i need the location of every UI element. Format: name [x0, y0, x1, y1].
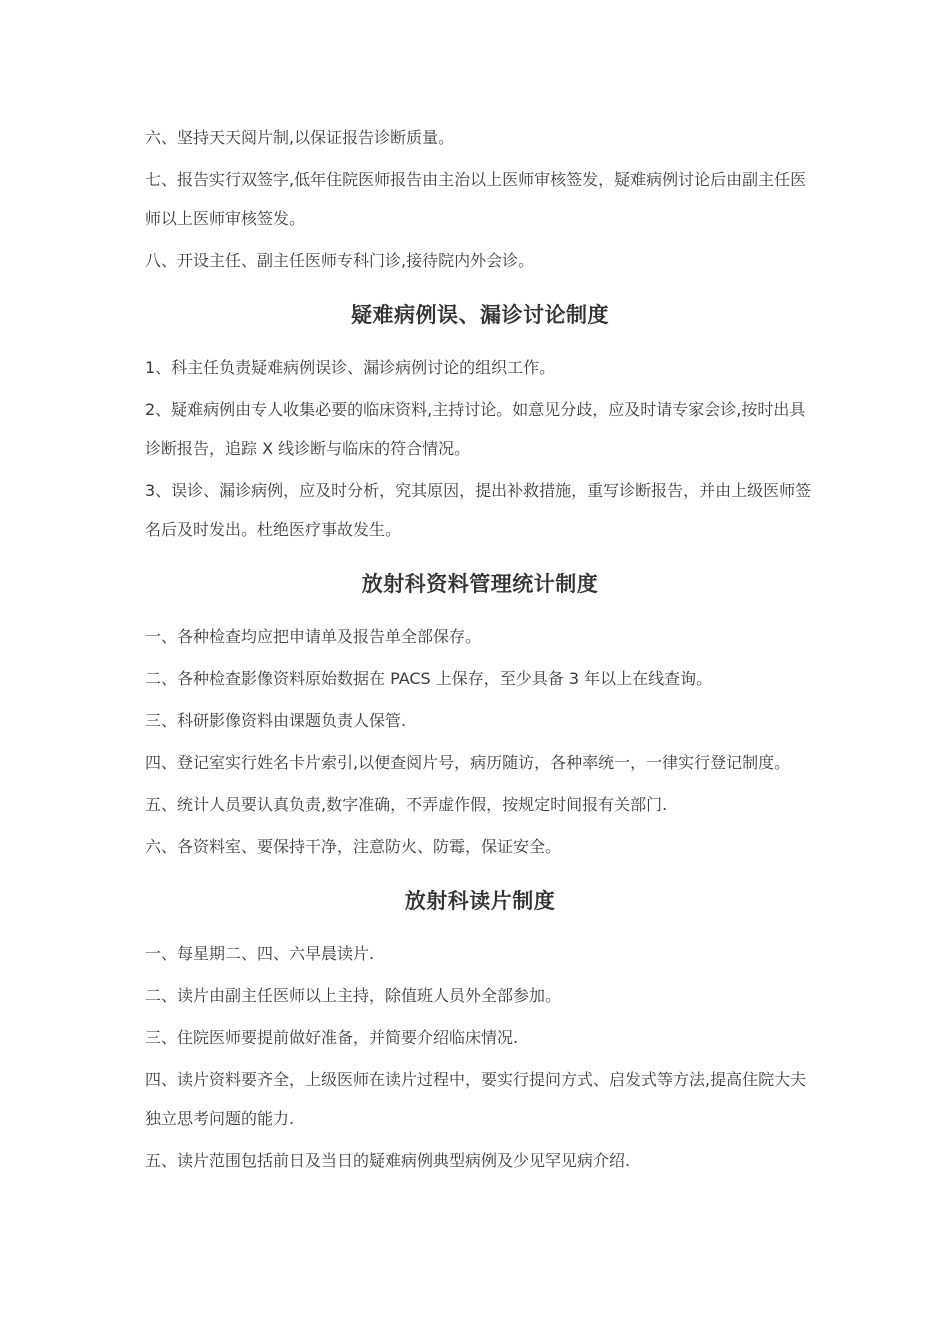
paragraph: 3、误诊、漏诊病例，应及时分析，究其原因，提出补救措施，重写诊断报告，并由上级医师签名后及时发出。杜绝医疗事故发生。: [145, 481, 812, 539]
paragraph: 1、科主任负责疑难病例误诊、漏诊病例讨论的组织工作。: [145, 358, 556, 377]
paragraph: 二、各种检查影像资料原始数据在 PACS 上保存，至少具备 3 年以上在线查询。: [145, 669, 713, 688]
paragraph: 五、读片范围包括前日及当日的疑难病例典型病例及少见罕见病介绍.: [145, 1151, 631, 1170]
section-difficult-case-discussion: [145, 300, 815, 549]
section-title: 放射科资料管理统计制度: [361, 572, 599, 596]
paragraph: 四、登记室实行姓名卡片索引,以便查阅片号，病历随访，各种率统一，一律实行登记制度。: [145, 753, 791, 772]
section-title: 放射科读片制度: [404, 889, 556, 913]
paragraph: 一、各种检查均应把申请单及报告单全部保存。: [145, 627, 482, 646]
paragraph: 二、读片由副主任医师以上主持，除值班人员外全部参加。: [145, 986, 562, 1005]
paragraph: 七、报告实行双签字,低年住院医师报告由主治以上医师审核签发，疑难病例讨论后由副主任医师以上医师审核签发。: [145, 170, 807, 228]
section-title: 疑难病例误、漏诊讨论制度: [351, 303, 609, 327]
section-film-reading: [145, 886, 815, 1180]
paragraph: 四、读片资料要齐全，上级医师在读片过程中，要实行提问方式、启发式等方法,提高住院大夫独立思考问题的能力.: [145, 1070, 807, 1128]
paragraph: 三、科研影像资料由课题负责人保管.: [145, 711, 407, 730]
paragraph: 2、疑难病例由专人收集必要的临床资料,主持讨论。如意见分歧，应及时请专家会诊,按时出具诊断报告，追踪 X 线诊断与临床的符合情况。: [145, 400, 806, 458]
paragraph: 六、坚持天天阅片制,以保证报告诊断质量。: [145, 128, 455, 147]
intro-section: [145, 118, 815, 280]
section-records-management: [145, 569, 815, 866]
paragraph: 六、各资料室、要保持干净，注意防火、防霉，保证安全。: [145, 837, 562, 856]
paragraph: 八、开设主任、副主任医师专科门诊,接待院内外会诊。: [145, 251, 535, 270]
paragraph: 三、住院医师要提前做好准备，并简要介绍临床情况.: [145, 1028, 519, 1047]
paragraph: 五、统计人员要认真负责,数字准确，不弄虚作假，按规定时间报有关部门.: [145, 795, 668, 814]
paragraph: 一、每星期二、四、六早晨读片.: [145, 944, 375, 963]
document-body: [145, 118, 815, 1180]
